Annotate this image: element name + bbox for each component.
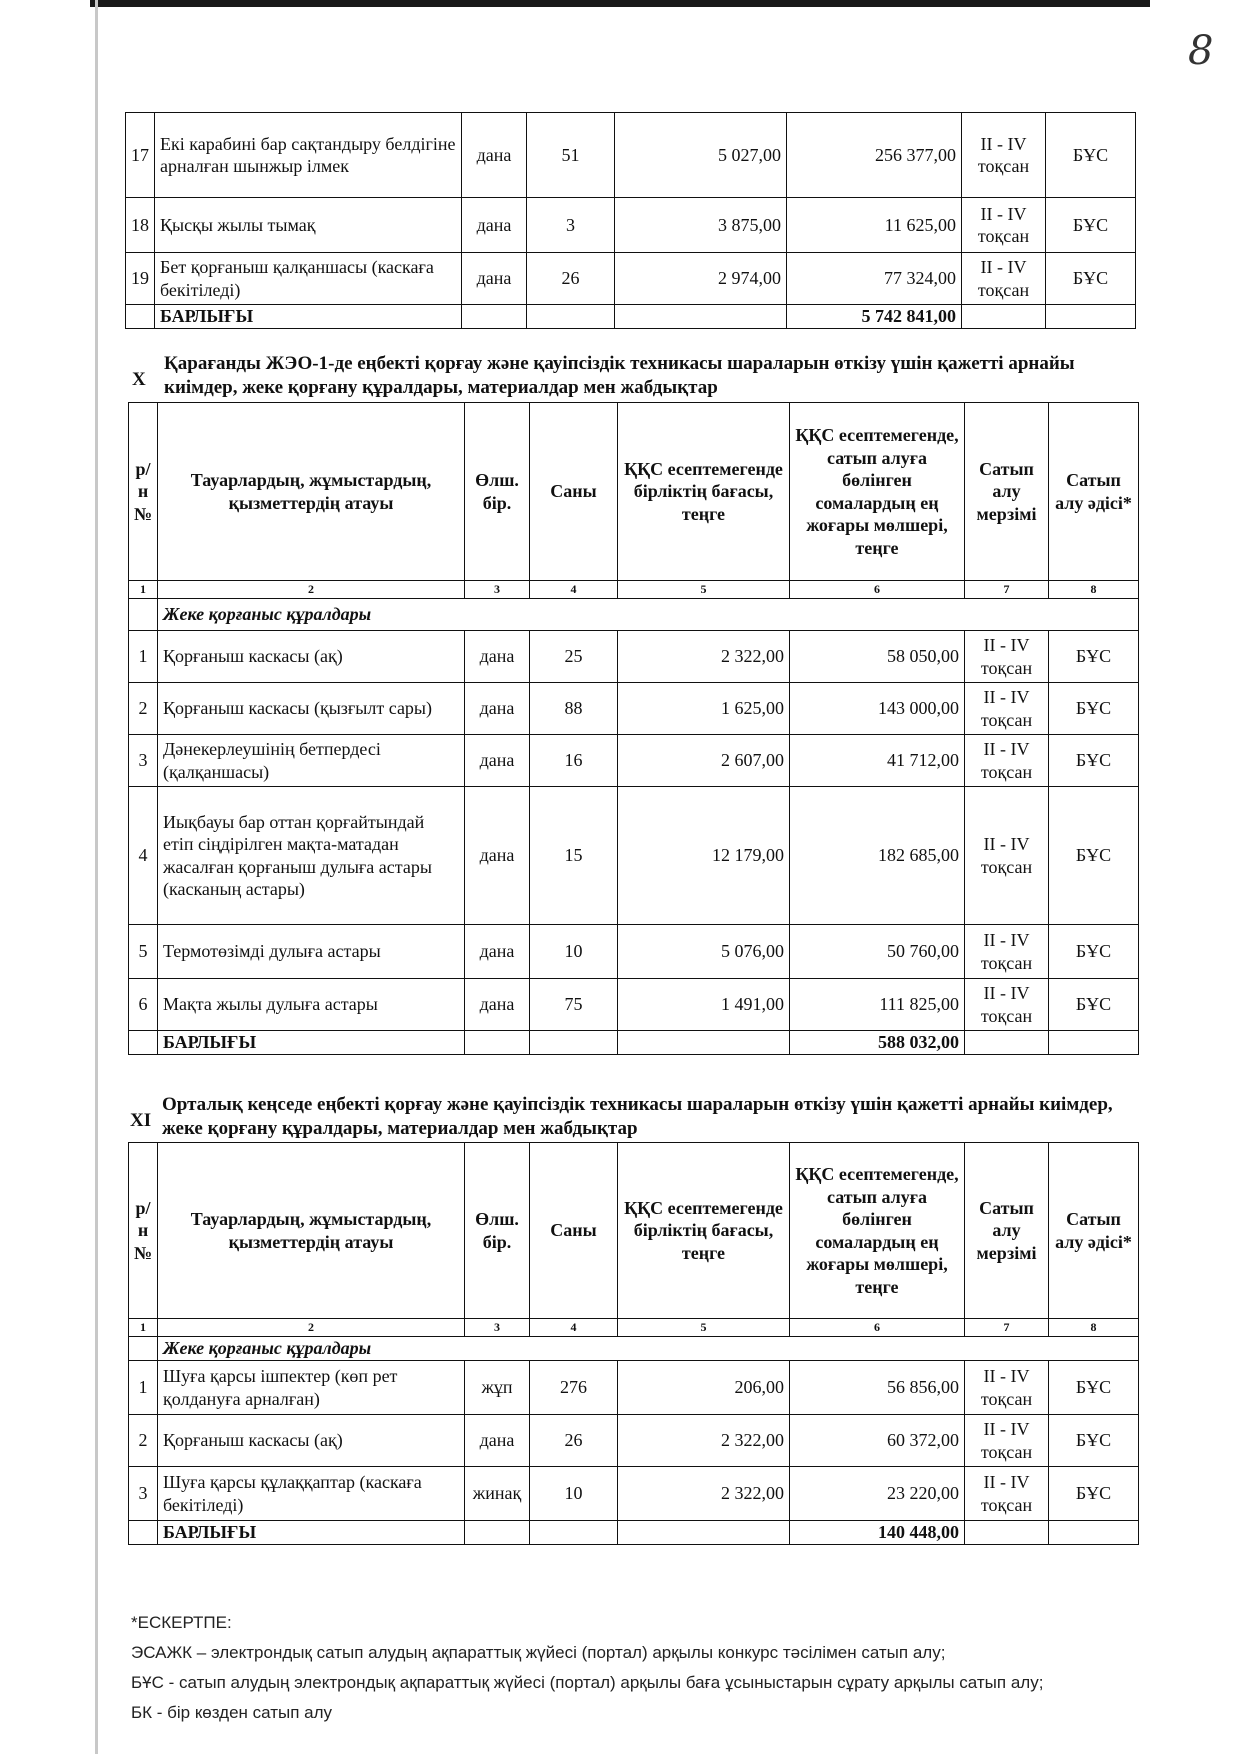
column-number-row [129,1319,1139,1337]
row-qty: 75 [530,979,618,1031]
row-unit: дана [462,198,527,253]
row-name: Дәнекерлеушінің бетпердесі (қалқаншасы) [158,735,465,787]
row-no: 2 [129,683,158,735]
row-method: БҰС [1046,198,1136,253]
table-row [129,925,1139,979]
col-header-sum: ҚҚС есептемегенде, сатып алуға бөлінген сомалардың ең жоғары мөлшері, теңге [790,1143,965,1319]
row-name: Қорғаныш каскасы (ақ) [158,1415,465,1467]
row-price: 5 027,00 [615,113,787,198]
row-method: БҰС [1049,735,1139,787]
row-no: 4 [129,787,158,925]
row-method: БҰС [1046,253,1136,305]
row-unit: жинақ [465,1467,530,1521]
table-row [129,683,1139,735]
row-qty: 26 [530,1415,618,1467]
col-number: 8 [1049,1319,1139,1337]
row-term: II - IV тоқсан [965,979,1049,1031]
row-sum: 56 856,00 [790,1361,965,1415]
col-number: 6 [790,1319,965,1337]
col-header-unit: Өлш. бір. [465,403,530,581]
col-header-term: Сатып алу мерзімі [965,1143,1049,1319]
table-continuation [125,112,1136,329]
group-row [129,599,1139,631]
row-sum: 256 377,00 [787,113,962,198]
row-qty: 10 [530,925,618,979]
footnote-line: БҰС - сатып алудың электрондық ақпараттық жүйесі (портал) арқылы баға ұсыныстарын сұрату арқылы сатып алу; [131,1673,1044,1692]
row-price: 12 179,00 [618,787,790,925]
row-price: 2 974,00 [615,253,787,305]
table-row [126,198,1136,253]
group-row [129,1337,1139,1361]
total-label: БАРЛЫҒЫ [158,1031,465,1055]
row-no: 17 [126,113,155,198]
row-method: БҰС [1049,1361,1139,1415]
total-row [126,305,1136,329]
row-method: БҰС [1049,925,1139,979]
row-name: Қорғаныш каскасы (қызғылт сары) [158,683,465,735]
row-name: Қорғаныш каскасы (ақ) [158,631,465,683]
row-unit: дана [465,735,530,787]
row-no: 18 [126,198,155,253]
row-method: БҰС [1049,683,1139,735]
row-qty: 276 [530,1361,618,1415]
row-price: 2 322,00 [618,1415,790,1467]
row-price: 1 491,00 [618,979,790,1031]
row-term: II - IV тоқсан [965,1415,1049,1467]
table-header-row [129,1143,1139,1319]
col-header-price: ҚҚС есептемегенде бірліктің бағасы, теңге [618,1143,790,1319]
scan-top-edge [90,0,1150,7]
row-method: БҰС [1046,113,1136,198]
section-title: Қарағанды ЖЭО-1-де еңбекті қорғау және қауіпсіздік техникасы шараларын өткізу үшін қажетті арнайы киімдер, жеке қорғану құралдары, материалдар мен жабдықтар [164,353,1075,398]
footnote-line: БК - бір көзден сатып алу [131,1703,333,1722]
table-row [129,787,1139,925]
row-price: 2 322,00 [618,1467,790,1521]
table-header-row [129,403,1139,581]
row-no: 5 [129,925,158,979]
table-row [129,631,1139,683]
col-header-price: ҚҚС есептемегенде бірліктің бағасы, теңге [618,403,790,581]
col-header-method: Сатып алу әдісі* [1049,1143,1139,1319]
row-unit: дана [465,1415,530,1467]
row-price: 3 875,00 [615,198,787,253]
table-row [126,253,1136,305]
row-price: 5 076,00 [618,925,790,979]
footnote-title: *ЕСКЕРТПЕ: [131,1613,232,1632]
row-name: Термотөзімді дулыға астары [158,925,465,979]
group-label: Жеке қорғаныс құралдары [158,1337,1139,1361]
row-method: БҰС [1049,787,1139,925]
row-sum: 41 712,00 [790,735,965,787]
row-term: II - IV тоқсан [962,253,1046,305]
col-number: 4 [530,1319,618,1337]
row-name: Шуға қарсы ішпектер (көп рет қолдануға арналған) [158,1361,465,1415]
row-price: 1 625,00 [618,683,790,735]
row-term: II - IV тоқсан [965,735,1049,787]
row-price: 2 607,00 [618,735,790,787]
col-header-term: Сатып алу мерзімі [965,403,1049,581]
col-number: 4 [530,581,618,599]
row-qty: 10 [530,1467,618,1521]
row-sum: 11 625,00 [787,198,962,253]
footnote [131,1608,1043,1728]
row-sum: 23 220,00 [790,1467,965,1521]
row-no: 3 [129,735,158,787]
footnote-line: ЭСАЖК – электрондық сатып алудың ақпараттық жүйесі (портал) арқылы конкурс тәсілімен сатып алу; [131,1643,946,1662]
row-name: Шуға қарсы құлаққаптар (каскаға бекітіледі) [158,1467,465,1521]
col-number: 5 [618,1319,790,1337]
col-header-no: р/н № [129,1143,158,1319]
col-number: 8 [1049,581,1139,599]
row-qty: 26 [527,253,615,305]
table-row [129,1361,1139,1415]
row-method: БҰС [1049,631,1139,683]
table-row [126,113,1136,198]
total-label: БАРЛЫҒЫ [158,1521,465,1545]
row-qty: 88 [530,683,618,735]
row-no: 19 [126,253,155,305]
table-row [129,1415,1139,1467]
row-method: БҰС [1049,1415,1139,1467]
row-qty: 16 [530,735,618,787]
row-method: БҰС [1049,979,1139,1031]
row-unit: дана [465,631,530,683]
row-unit: дана [465,979,530,1031]
page-number: 8 [1188,28,1214,74]
row-name: Бет қорғаныш қалқаншасы (каскаға бекітіледі) [155,253,462,305]
row-no: 1 [129,1361,158,1415]
row-name: Мақта жылы дулыға астары [158,979,465,1031]
total-value: 588 032,00 [790,1031,965,1055]
row-sum: 77 324,00 [787,253,962,305]
row-unit: дана [462,253,527,305]
row-term: II - IV тоқсан [962,198,1046,253]
row-qty: 51 [527,113,615,198]
col-number: 2 [158,581,465,599]
row-no: 6 [129,979,158,1031]
col-number: 3 [465,1319,530,1337]
section-roman: X [132,369,146,390]
row-term: II - IV тоқсан [965,1361,1049,1415]
row-price: 2 322,00 [618,631,790,683]
row-price: 206,00 [618,1361,790,1415]
col-number: 7 [965,581,1049,599]
table-row [129,735,1139,787]
col-number: 1 [129,1319,158,1337]
row-name: Қысқы жылы тымақ [155,198,462,253]
col-number: 7 [965,1319,1049,1337]
row-no: 3 [129,1467,158,1521]
total-value: 140 448,00 [790,1521,965,1545]
row-qty: 15 [530,787,618,925]
table-section-xi [128,1142,1139,1545]
col-header-qty: Саны [530,1143,618,1319]
col-header-name: Тауарлардың, жұмыстардың, қызметтердің атауы [158,403,465,581]
row-term: II - IV тоқсан [965,787,1049,925]
row-sum: 60 372,00 [790,1415,965,1467]
section-roman: XI [130,1110,152,1131]
row-sum: 50 760,00 [790,925,965,979]
col-header-no: р/н № [129,403,158,581]
row-qty: 3 [527,198,615,253]
row-unit: дана [465,925,530,979]
row-term: II - IV тоқсан [962,113,1046,198]
row-sum: 182 685,00 [790,787,965,925]
column-number-row [129,581,1139,599]
col-number: 3 [465,581,530,599]
total-row [129,1031,1139,1055]
row-term: II - IV тоқсан [965,683,1049,735]
row-method: БҰС [1049,1467,1139,1521]
table-section-x [128,402,1139,1055]
row-no: 2 [129,1415,158,1467]
row-qty: 25 [530,631,618,683]
table-row [129,1467,1139,1521]
row-name: Иықбауы бар оттан қорғайтындай етіп сіңдірілген мақта-матадан жасалған қорғаныш дулыға астары (касканың астары) [158,787,465,925]
total-value: 5 742 841,00 [787,305,962,329]
table-row [129,979,1139,1031]
col-header-name: Тауарлардың, жұмыстардың, қызметтердің атауы [158,1143,465,1319]
section-title: Орталық кеңседе еңбекті қорғау және қауіпсіздік техникасы шараларын өткізу үшін қажетті арнайы киімдер, жеке қорғану құралдары, материалдар мен жабдықтар [162,1094,1113,1139]
group-label: Жеке қорғаныс құралдары [158,599,1139,631]
col-number: 5 [618,581,790,599]
col-header-sum: ҚҚС есептемегенде, сатып алуға бөлінген сомалардың ең жоғары мөлшері, теңге [790,403,965,581]
total-row [129,1521,1139,1545]
row-term: II - IV тоқсан [965,925,1049,979]
col-header-method: Сатып алу әдісі* [1049,403,1139,581]
row-unit: дана [462,113,527,198]
row-sum: 58 050,00 [790,631,965,683]
row-term: II - IV тоқсан [965,631,1049,683]
row-unit: дана [465,787,530,925]
row-term: II - IV тоқсан [965,1467,1049,1521]
row-sum: 143 000,00 [790,683,965,735]
scan-left-edge [95,0,98,1754]
row-unit: жұп [465,1361,530,1415]
row-unit: дана [465,683,530,735]
total-label: БАРЛЫҒЫ [155,305,462,329]
col-number: 2 [158,1319,465,1337]
row-name: Екі карабині бар сақтандыру белдігіне арналған шынжыр ілмек [155,113,462,198]
row-sum: 111 825,00 [790,979,965,1031]
row-no: 1 [129,631,158,683]
col-number: 6 [790,581,965,599]
col-header-unit: Өлш. бір. [465,1143,530,1319]
col-number: 1 [129,581,158,599]
col-header-qty: Саны [530,403,618,581]
